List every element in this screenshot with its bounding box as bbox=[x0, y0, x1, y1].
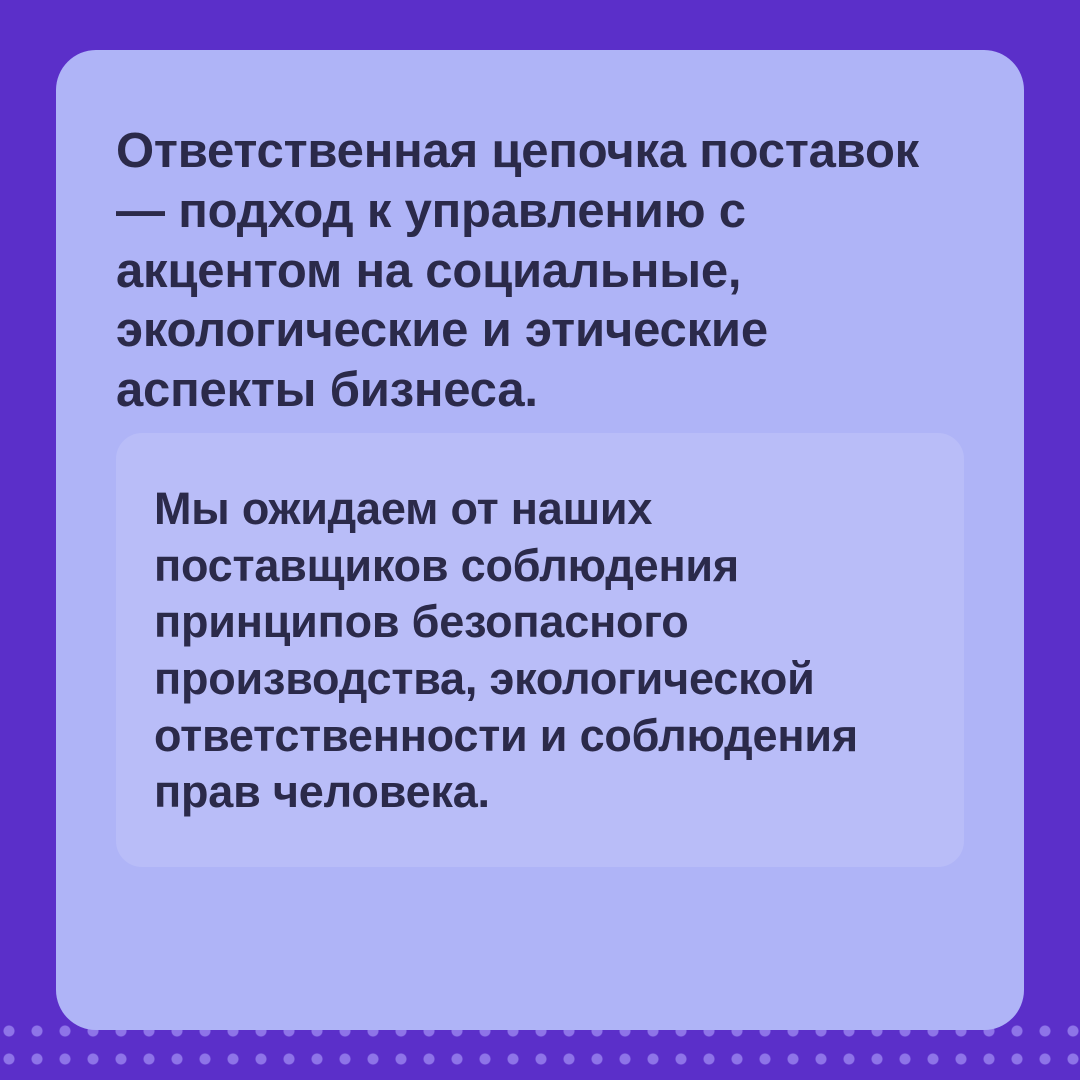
headline-text: Ответственная цепочка поставок — подход к управлению с акцентом на социальные, экологические и этические аспекты бизнеса. bbox=[116, 124, 920, 418]
highlight-card bbox=[116, 433, 964, 867]
highlight-text: Мы ожидаем от наших поставщиков соблюдения принципов безопасного производства, экологической ответственности и соблюдения прав человека. bbox=[154, 483, 858, 818]
content-card bbox=[56, 50, 1024, 1030]
